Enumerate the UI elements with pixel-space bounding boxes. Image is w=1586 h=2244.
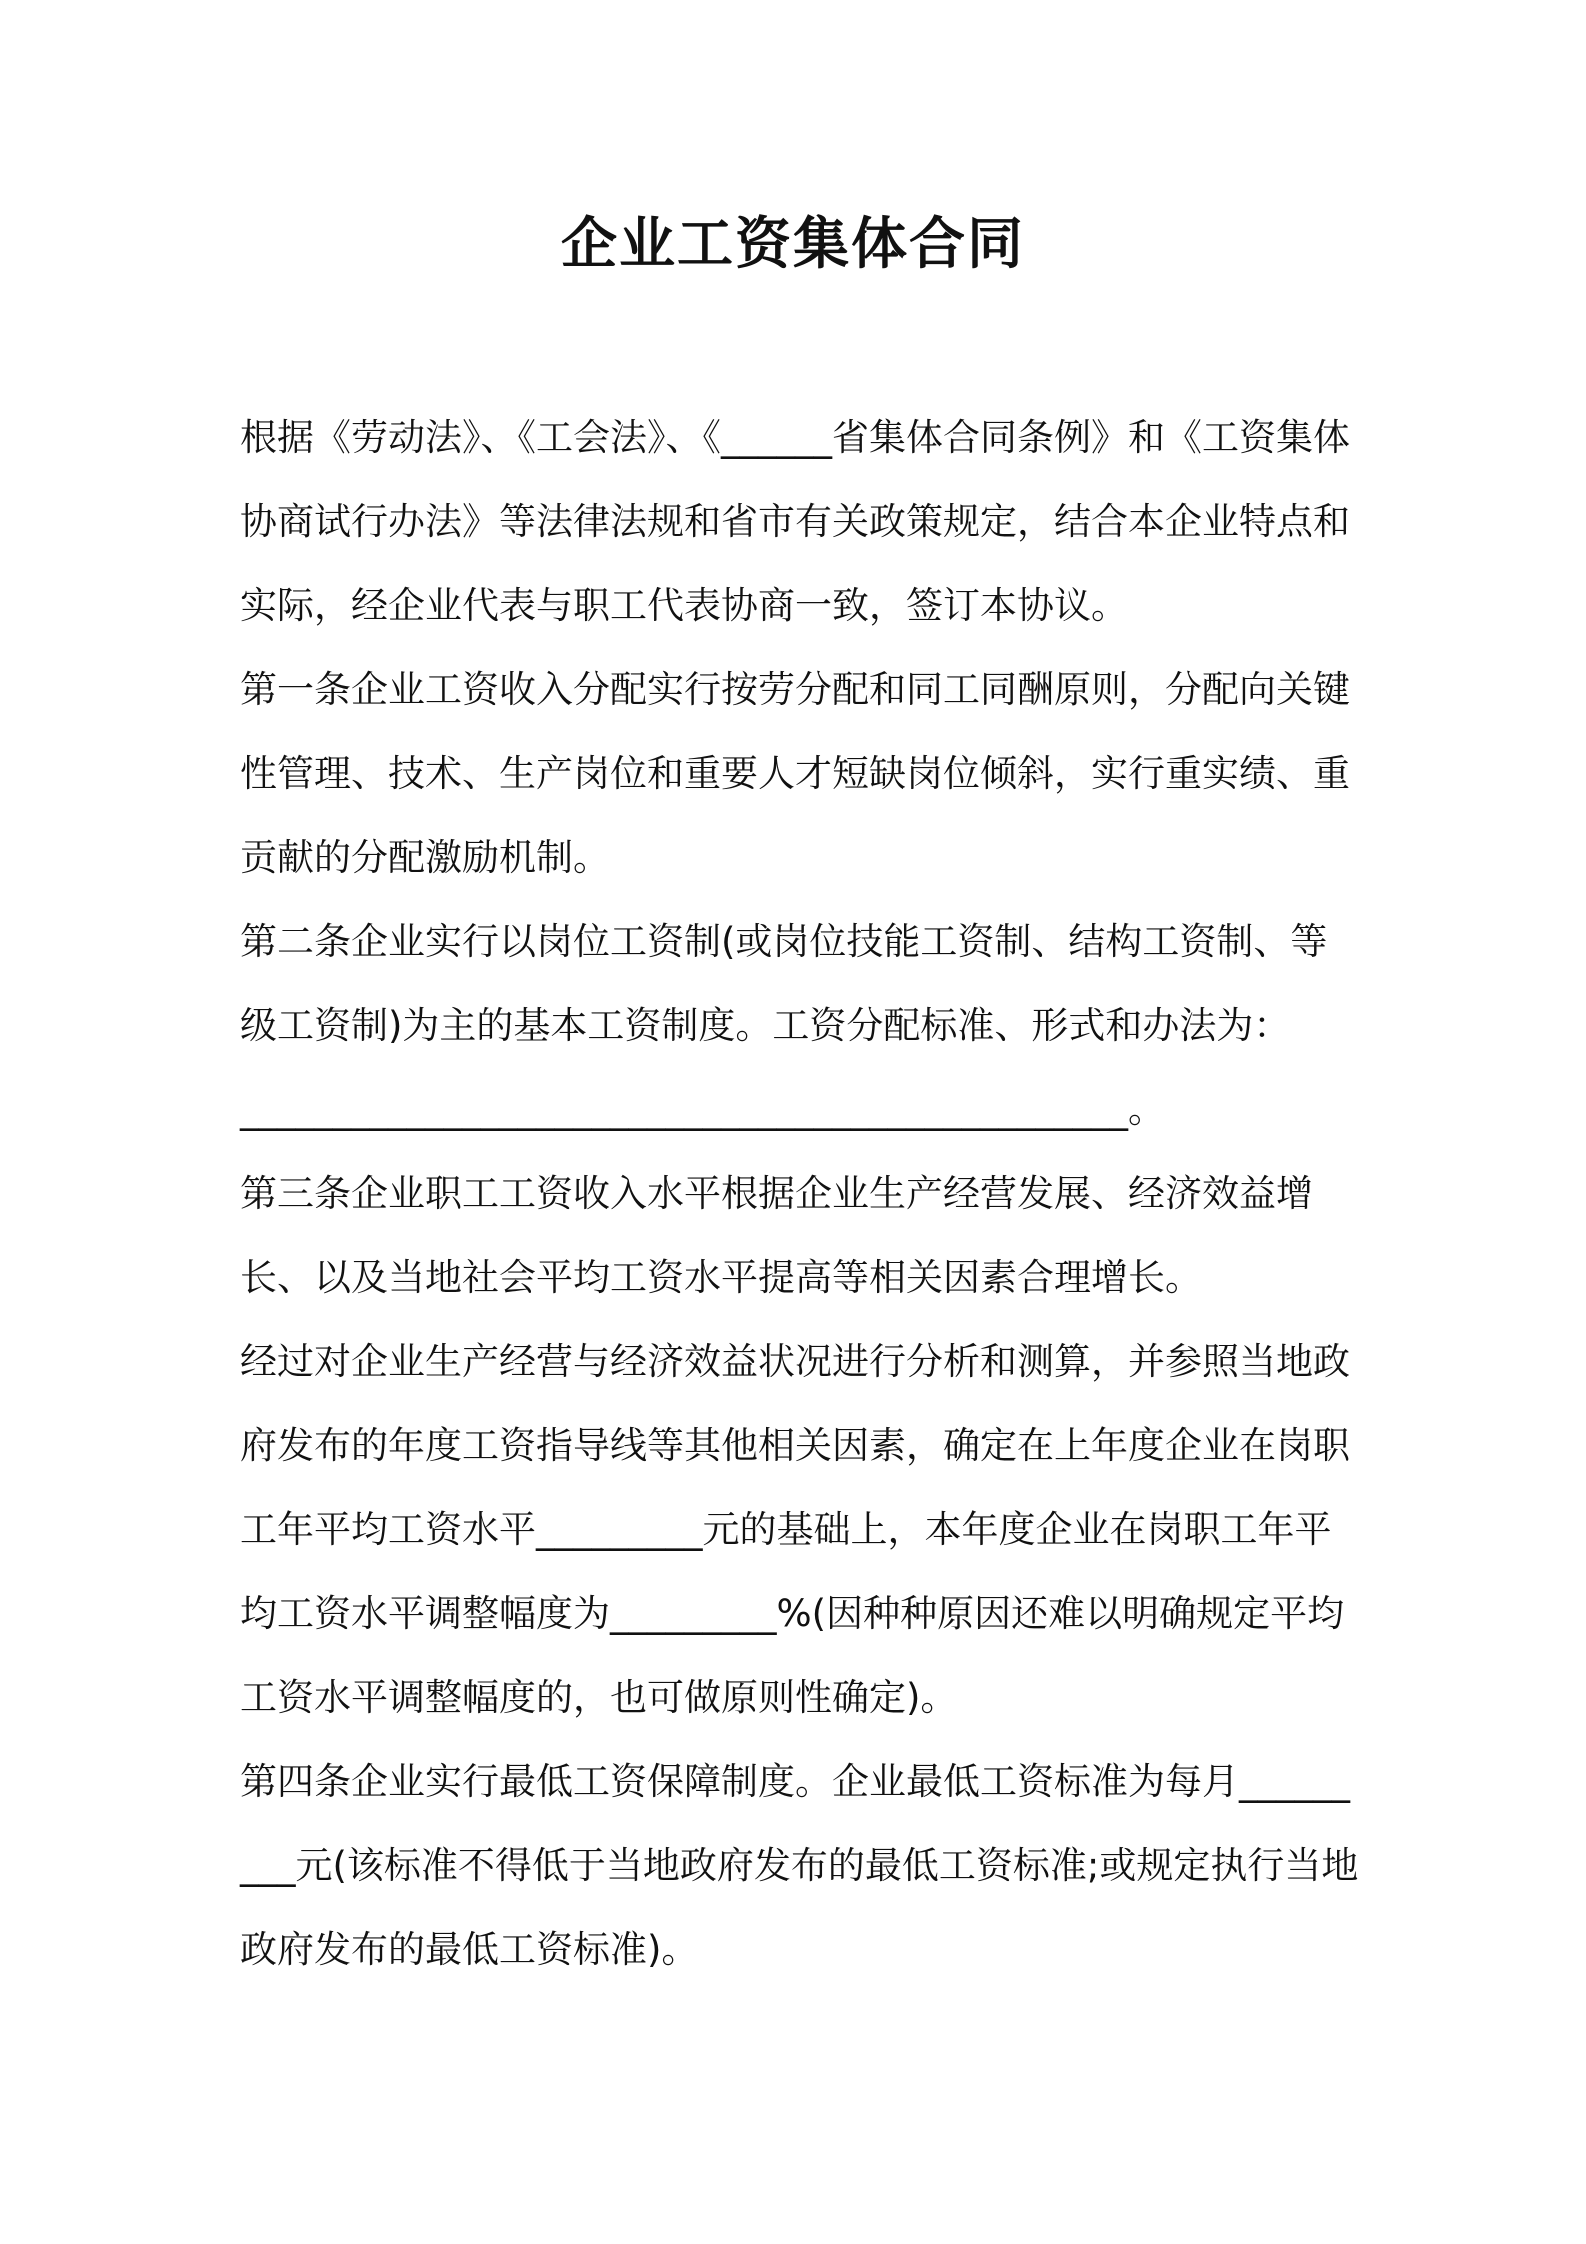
preamble-paragraph: 根据《劳动法》、《工会法》、《______省集体合同条例》和《工资集体协商试行办法》等法律法规和省市有关政策规定，结合本企业特点和实际，经企业代表与职工代表协商一致，签订本协议。 [240,416,1350,627]
document-body [240,396,1360,1992]
article-4-paragraph: 第四条企业实行最低工资保障制度。企业最低工资标准为每月_________元(该标准不得低于当地政府发布的最低工资标准;或规定执行当地政府发布的最低工资标准)。 [240,1760,1359,1971]
document-title: 企业工资集体合同 [561,212,1025,277]
article-3-detail-paragraph: 经过对企业生产经营与经济效益状况进行分析和测算，并参照当地政府发布的年度工资指导线等其他相关因素，确定在上年度企业在岗职工年平均工资水平_________元的基础上，本年度企业在岗职工年平均工资水平调整幅度为_________%(因种种原因还难以明确规定平均工资水平调整幅度的，也可做原则性确定)。 [240,1340,1350,1719]
article-2-blank-line: ________________________________________________。 [240,1088,1165,1131]
article-3-paragraph: 第三条企业职工工资收入水平根据企业生产经营发展、经济效益增长、以及当地社会平均工资水平提高等相关因素合理增长。 [240,1172,1313,1299]
article-1-paragraph: 第一条企业工资收入分配实行按劳分配和同工同酬原则，分配向关键性管理、技术、生产岗位和重要人才短缺岗位倾斜，实行重实绩、重贡献的分配激励机制。 [240,668,1350,879]
article-2-paragraph: 第二条企业实行以岗位工资制(或岗位技能工资制、结构工资制、等级工资制)为主的基本工资制度。工资分配标准、形式和办法为： [240,920,1328,1047]
